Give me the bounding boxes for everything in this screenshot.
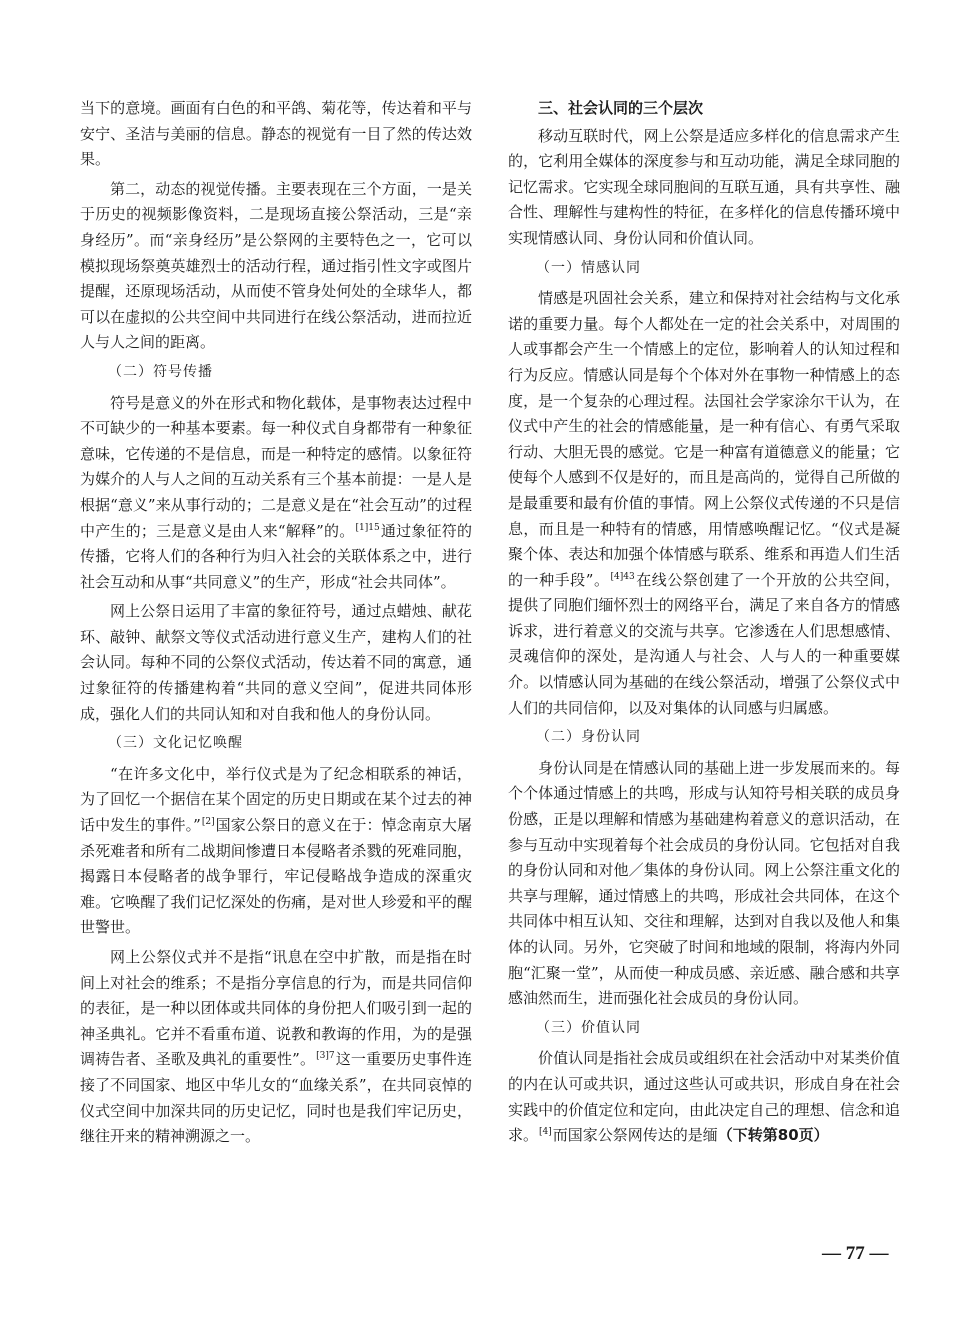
subsection-heading-memory: （三）文化记忆唤醒 bbox=[108, 735, 243, 752]
paragraph-text: 国家公祭日的意义在于：悼念南京大屠杀死难者和所有二战期间惨遭日本侵略者杀戮的死难同胞，揭露日本侵略者的战争罪行，牢记侵略战争造成的深重灾难。它唤醒了我们记忆深处的伤痛，是对世人珍爱和平的醒世警世。 bbox=[80, 816, 472, 937]
paragraph-text: 这一重要历史事件连接了不同国家、地区中华儿女的“血缘关系”，在共同哀悼的仪式空间中加深共同的历史记忆，同时也是我们牢记历史，继往开来的精神溯源之一。 bbox=[80, 1050, 472, 1146]
citation-mark: [4] bbox=[539, 1127, 552, 1138]
subsection-heading-emotion: （一）情感认同 bbox=[536, 259, 641, 276]
continued-on-note: （下转第80页） bbox=[717, 1126, 829, 1145]
paragraph-text: 在线公祭创建了一个开放的公共空间，提供了同胞们缅怀烈士的网络平台，满足了来自各方的情感诉求，进行着意义的交流与共享。它渗透在人们思想感情、灵魂信仰的深处，是沟通人与社会、人与人的一种重要媒介。以情感认同为基础的在线公祭活动，增强了公祭仪式中人们的共同信仰，以及对集体的认同感与归属感。 bbox=[508, 570, 900, 717]
paragraph-text: 情感是巩固社会关系，建立和保持对社会结构与文化承诺的重要力量。每个人都处在一定的社会关系中，对周围的人或事都会产生一个情感上的定位，影响着人的认知过程和行为反应。情感认同是每个个体对外在事物一种情感上的态度，是一个复杂的心理过程。法国社会学家涂尔干认为，在仪式中产生的社会的情感能量，是一种有信心、有勇气采取行动、大胆无畏的感觉。它是一种富有道德意义的能量；它使每个人感到不仅是好的，而且是高尚的，觉得自己所做的是最重要和最有价值的事情。网上公祭仪式传递的不只是信息，而且是一种特有的情感，用情感唤醒记忆。“仪式是凝聚个体、表达和加强个体情感与联系、维系和再造人们生活的一种手段”。 bbox=[508, 289, 900, 589]
paragraph bbox=[80, 945, 472, 1150]
paragraph-text: 网上公祭仪式并不是指“讯息在空中扩散，而是指在时间上对社会的维系；不是指分享信息的行为，而是共同信仰的表征，是一种以团体或共同体的身份把人们吸引到一起的神圣典礼。它并不看重布道、说教和教诲的作用，为的是强调祷告者、圣歌及典礼的重要性”。 bbox=[80, 948, 472, 1069]
subsection-heading-identity: （二）身份认同 bbox=[536, 729, 641, 746]
paragraph: 网上公祭日运用了丰富的象征符号，通过点蜡烛、献花环、敲钟、献祭文等仪式活动进行意义生产，建构人们的社会认同。每种不同的公祭仪式活动，传达着不同的寓意，通过象征符的传播建构着“共同的意义空间”，促进共同体形成，强化人们的共同认知和对自我和他人的身份认同。 bbox=[80, 602, 472, 723]
paragraph bbox=[80, 762, 472, 941]
subsection-heading-symbol: （二）符号传播 bbox=[108, 363, 213, 380]
citation-mark: [3]7 bbox=[316, 1051, 335, 1062]
citation-mark: [1]15 bbox=[355, 522, 380, 533]
paragraph-text: 通过象征符的传播，它将人们的各种行为归入社会的关联体系之中，进行社会互动和从事“共同意义”的生产，形成“社会共同体”。 bbox=[80, 521, 472, 591]
paragraph-text: 符号是意义的外在形式和物化载体，是事物表达过程中不可缺少的一种基本要素。每一种仪式自身都带有一种象征意味，它传递的不是信息，而是一种特定的感情。以象征符为媒介的人与人之间的互动关系有三个基本前提：一是人是根据“意义”来从事行动的；二是意义是在“社会互动”的过程中产生的；三是意义是由人来“解释”的。 bbox=[80, 393, 472, 540]
paragraph: 身份认同是在情感认同的基础上进一步发展而来的。每个个体通过情感上的共鸣，形成与认知符号相关联的成员身份感，正是以理解和情感为基础建构着意义的意识活动，在参与互动中实现着每个社会成员的身份认同。它包括对自我的身份认同和对他／集体的身份认同。网上公祭注重文化的共享与理解，通过情感上的共鸣，形成社会共同体，在这个共同体中相互认知、交往和理解，达到对自我以及他人和集体的认同。另外，它突破了时间和地域的限制，将海内外同胞“汇聚一堂”，从而使一种成员感、亲近感、融合感和共享感油然而生，进而强化社会成员的身份认同。 bbox=[508, 758, 900, 1008]
right-column bbox=[508, 96, 900, 1149]
paragraph bbox=[508, 286, 900, 721]
page-number: — 77 — bbox=[822, 1243, 889, 1264]
paragraph: 当下的意境。画面有白色的和平鸽、菊花等，传达着和平与安宁、圣洁与美丽的信息。静态的视觉有一目了然的传达效果。 bbox=[80, 99, 472, 169]
left-column bbox=[80, 96, 472, 1150]
subsection-heading-value: （三）价值认同 bbox=[536, 1019, 641, 1036]
paragraph: 第二，动态的视觉传播。主要表现在三个方面，一是关于历史的视频影像资料，二是现场直接公祭活动，三是“亲身经历”。而“亲身经历”是公祭网的主要特色之一，它可以模拟现场祭奠英雄烈士的活动行程，通过指引性文字或图片提醒，还原现场活动，从而使不管身处何处的全球华人，都可以在虚拟的公共空间中共同进行在线公祭活动，进而拉近人与人之间的距离。 bbox=[80, 179, 472, 352]
paragraph bbox=[508, 1046, 900, 1148]
paragraph: 移动互联时代，网上公祭是适应多样化的信息需求产生的，它利用全媒体的深度参与和互动功能，满足全球同胞的记忆需求。它实现全球同胞间的互联互通，具有共享性、融合性、理解性与建构性的特征，在多样化的信息传播环境中实现情感认同、身份认同和价值认同。 bbox=[508, 126, 900, 247]
citation-mark: [4]43 bbox=[610, 571, 635, 582]
section-heading: 三、社会认同的三个层次 bbox=[538, 99, 704, 117]
paragraph-text: 而国家公祭网传达的是缅 bbox=[552, 1126, 718, 1145]
citation-mark: [2] bbox=[201, 817, 215, 828]
paragraph-text: “在许多文化中，举行仪式是为了纪念相联系的神话，为了回忆一个据信在某个固定的历史日期或在某个过去的神话中发生的事件。” bbox=[80, 764, 472, 835]
paragraph bbox=[80, 391, 472, 596]
paragraph-text: 价值认同是指社会成员或组织在社会活动中对某类价值的内在认可或共识，通过这些认可或共识，形成自身在社会实践中的价值定位和定向，由此决定自己的理想、信念和追求。 bbox=[508, 1049, 900, 1145]
